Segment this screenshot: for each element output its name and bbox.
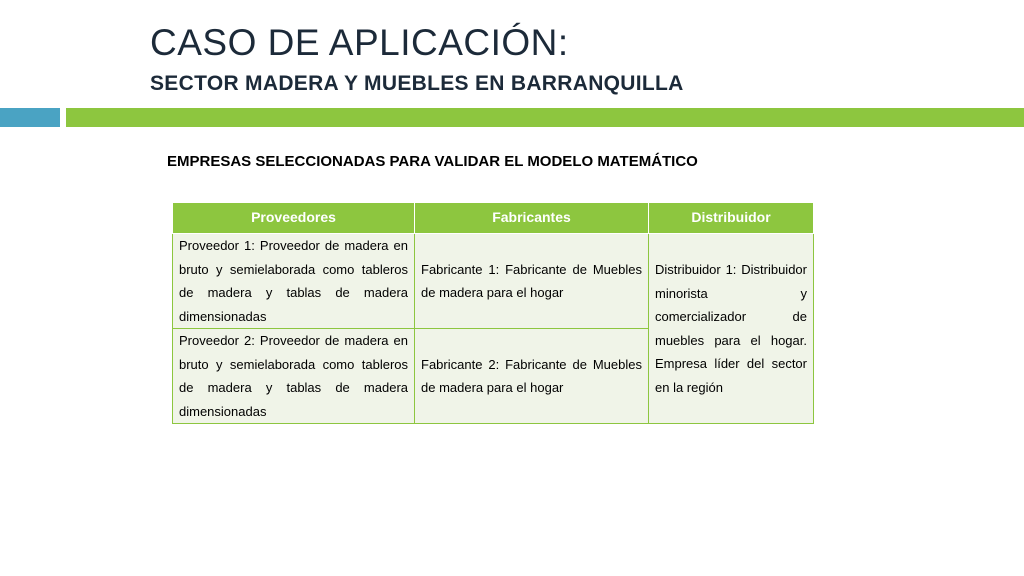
header-distribuidor: Distribuidor [649,203,814,234]
decorative-blue-bar [0,108,60,127]
companies-table [172,202,814,424]
slide-subtitle: SECTOR MADERA Y MUEBLES EN BARRANQUILLA [150,72,684,95]
cell-proveedor-2: Proveedor 2: Proveedor de madera en bruto y semielaborada como tableros de madera y tablas de madera dimensionadas [173,329,415,424]
header-fabricantes: Fabricantes [415,203,649,234]
decorative-green-bar [66,108,1024,127]
section-heading: EMPRESAS SELECCIONADAS PARA VALIDAR EL MODELO MATEMÁTICO [167,153,698,170]
table-row [173,234,814,329]
table-header-row [173,203,814,234]
cell-fabricante-1: Fabricante 1: Fabricante de Muebles de madera para el hogar [415,234,649,329]
slide-title: CASO DE APLICACIÓN: [150,22,569,63]
cell-distribuidor: Distribuidor 1: Distribuidor minorista y comercializador de muebles para el hogar. Empresa líder del sector en la región [649,234,814,424]
cell-fabricante-2: Fabricante 2: Fabricante de Muebles de madera para el hogar [415,329,649,424]
header-proveedores: Proveedores [173,203,415,234]
cell-proveedor-1: Proveedor 1: Proveedor de madera en bruto y semielaborada como tableros de madera y tablas de madera dimensionadas [173,234,415,329]
